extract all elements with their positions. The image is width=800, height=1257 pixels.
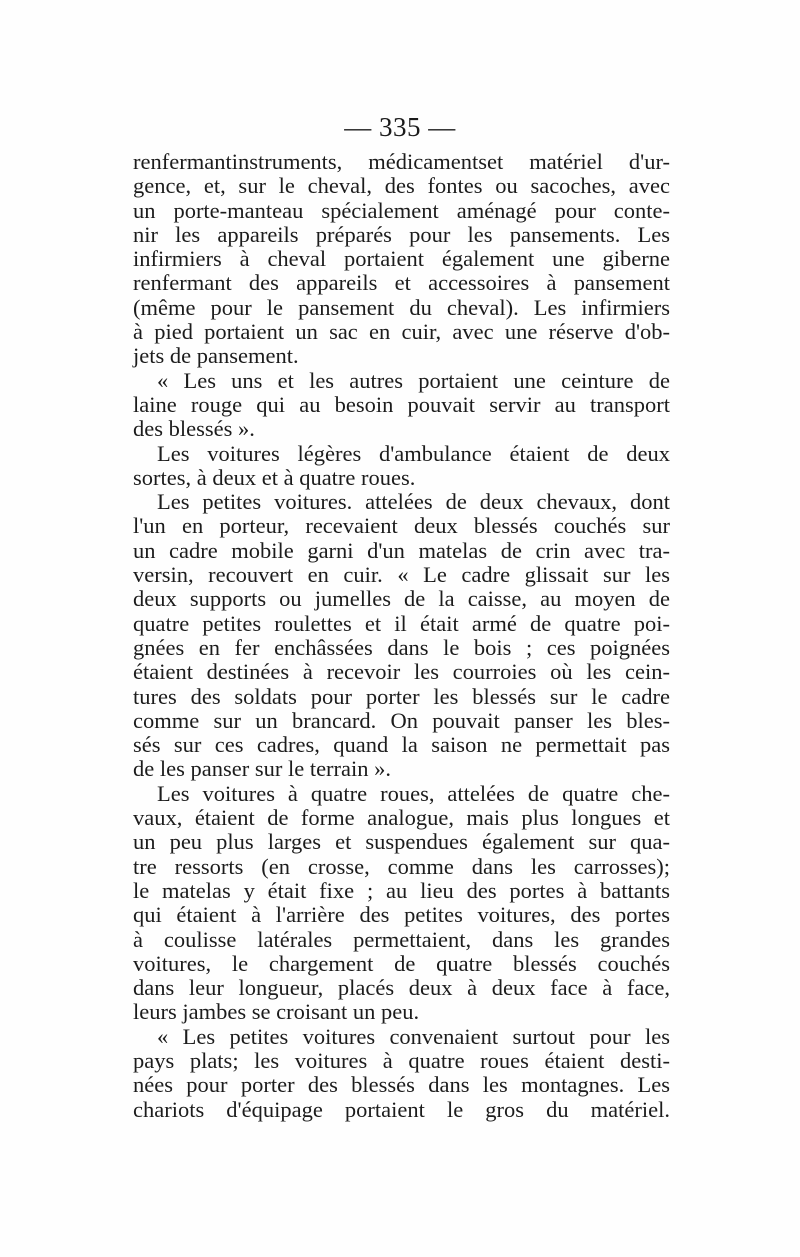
text-line: pays plats; les voitures à quatre roues étaient desti-	[133, 1047, 670, 1073]
text-line: laine rouge qui au besoin pouvait servir au transport	[133, 391, 670, 417]
text-line: dans leur longueur, placés deux à deux face à face,	[133, 975, 670, 1001]
text-line: voitures, le chargement de quatre blessés couchés	[133, 950, 670, 976]
body-text	[133, 150, 670, 1122]
text-line: « Les petites voitures convenaient surtout pour les	[157, 1023, 670, 1049]
page-number: — 335 —	[344, 112, 456, 142]
text-line: (même pour le pansement du cheval). Les infirmiers	[133, 294, 670, 320]
text-line: tre ressorts (en crosse, comme dans les carrosses);	[133, 853, 670, 879]
text-line: chariots d'équipage portaient le gros du matériel.	[133, 1096, 670, 1122]
text-line: leurs jambes se croisant un peu.	[133, 999, 420, 1025]
text-line: l'un en porteur, recevaient deux blessés couchés sur	[133, 513, 670, 539]
text-line: gence, et, sur le cheval, des fontes ou sacoches, avec	[133, 173, 670, 199]
text-line: étaient destinées à recevoir les courroies où les cein-	[133, 659, 670, 685]
text-line: quatre petites roulettes et il était armé de quatre poi-	[133, 610, 670, 636]
text-line: nées pour porter des blessés dans les montagnes. Les	[133, 1072, 670, 1098]
text-line: versin, recouvert en cuir. « Le cadre glissait sur les	[133, 562, 670, 588]
text-line: tures des soldats pour porter les blessés sur le cadre	[133, 683, 670, 709]
text-line: Les petites voitures. attelées de deux chevaux, dont	[157, 489, 670, 515]
text-line: qui étaient à l'arrière des petites voitures, des portes	[133, 902, 670, 928]
text-line: Les voitures légères d'ambulance étaient de deux	[157, 440, 670, 466]
text-line: Les voitures à quatre roues, attelées de quatre che-	[157, 780, 670, 806]
text-line: gnées en fer enchâssées dans le bois ; ces poignées	[133, 634, 670, 660]
text-line: un peu plus larges et suspendues également sur qua-	[133, 829, 670, 855]
text-line: comme sur un brancard. On pouvait panser les bles-	[133, 707, 670, 733]
text-line: de les panser sur le terrain ».	[133, 756, 392, 782]
text-line: deux supports ou jumelles de la caisse, au moyen de	[133, 586, 670, 612]
text-line: sortes, à deux et à quatre roues.	[133, 464, 416, 490]
text-line: à coulisse latérales permettaient, dans les grandes	[133, 926, 670, 952]
text-line: renfermantinstruments, médicamentset matériel d'ur-	[133, 149, 670, 174]
text-line: nir les appareils préparés pour les pansements. Les	[133, 221, 670, 247]
text-line: sés sur ces cadres, quand la saison ne permettait pas	[133, 732, 670, 758]
text-line: un cadre mobile garni d'un matelas de crin avec tra-	[133, 537, 670, 563]
text-line: vaux, étaient de forme analogue, mais plus longues et	[133, 805, 670, 831]
text-line: un porte-manteau spécialement aménagé pour conte-	[133, 197, 670, 223]
text-line: à pied portaient un sac en cuir, avec une réserve d'ob-	[133, 319, 670, 345]
text-line: le matelas y était fixe ; au lieu des portes à battants	[133, 877, 670, 903]
text-line: renfermant des appareils et accessoires à pansement	[133, 270, 670, 296]
text-line: des blessés ».	[133, 416, 255, 442]
text-line: infirmiers à cheval portaient également une giberne	[133, 246, 670, 272]
text-line: jets de pansement.	[133, 343, 299, 369]
text-line: « Les uns et les autres portaient une ceinture de	[157, 367, 670, 393]
